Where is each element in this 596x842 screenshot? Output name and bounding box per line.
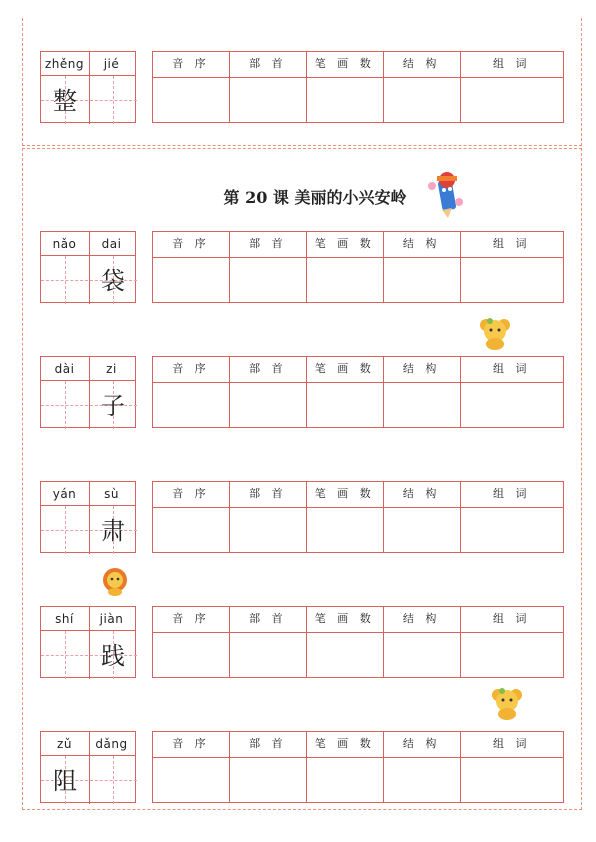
info-column: [461, 607, 563, 677]
pinyin-row: [41, 232, 135, 256]
info-column: [153, 732, 230, 802]
info-column: [384, 482, 461, 552]
info-column: [153, 52, 230, 122]
answer-cell[interactable]: [230, 758, 306, 802]
hanzi-char: [41, 259, 89, 303]
answer-cell[interactable]: [384, 78, 460, 122]
char-writing-box: [40, 606, 136, 678]
info-header: 组 词: [461, 357, 563, 383]
answer-cell[interactable]: [384, 508, 460, 552]
pinyin-syllable: dài: [54, 362, 75, 376]
info-header: 部 首: [230, 732, 306, 758]
answer-cell[interactable]: [230, 633, 306, 677]
answer-cell[interactable]: [230, 383, 306, 427]
hanzi-char: 肃: [101, 517, 125, 545]
pencil-mascot-icon: [426, 172, 466, 220]
hanzi-char: [41, 634, 89, 678]
char-info-table: [152, 356, 564, 428]
pinyin-syllable: zhěng: [44, 57, 84, 71]
char-info-table: [152, 606, 564, 678]
pinyin-syllable: nǎo: [52, 237, 77, 251]
char-info-table: [152, 51, 564, 123]
answer-cell[interactable]: [461, 633, 563, 677]
info-column: [461, 482, 563, 552]
info-column: [384, 52, 461, 122]
info-header: 结 构: [384, 232, 460, 258]
info-header: 组 词: [461, 232, 563, 258]
answer-cell[interactable]: [384, 633, 460, 677]
answer-cell[interactable]: [307, 383, 383, 427]
info-column: [461, 232, 563, 302]
hanzi-char: [41, 384, 89, 428]
hanzi-char: [89, 79, 137, 123]
info-header: 结 构: [384, 732, 460, 758]
answer-cell[interactable]: [461, 78, 563, 122]
info-column: [461, 732, 563, 802]
pinyin-syllable: shí: [55, 612, 74, 626]
answer-cell[interactable]: [307, 78, 383, 122]
info-column: [384, 607, 461, 677]
answer-cell[interactable]: [307, 633, 383, 677]
char-info-table: [152, 481, 564, 553]
info-header: 结 构: [384, 607, 460, 633]
answer-cell[interactable]: [384, 758, 460, 802]
info-header: 部 首: [230, 482, 306, 508]
char-writing-box: [40, 51, 136, 123]
answer-cell[interactable]: [461, 258, 563, 302]
info-header: 音 序: [153, 732, 229, 758]
info-column: [307, 52, 384, 122]
info-header: 结 构: [384, 52, 460, 78]
answer-cell[interactable]: [461, 383, 563, 427]
info-column: [307, 357, 384, 427]
char-info-table: [152, 231, 564, 303]
info-column: [307, 732, 384, 802]
pinyin-syllable: jié: [103, 57, 120, 71]
info-header: 结 构: [384, 357, 460, 383]
answer-cell[interactable]: [461, 758, 563, 802]
info-column: [461, 52, 563, 122]
answer-cell[interactable]: [307, 508, 383, 552]
answer-cell[interactable]: [153, 383, 229, 427]
info-column: [384, 732, 461, 802]
info-header: 部 首: [230, 357, 306, 383]
info-column: [384, 357, 461, 427]
info-header: 组 词: [461, 482, 563, 508]
info-column: [230, 52, 307, 122]
pinyin-row: [41, 482, 135, 506]
hanzi-char: 践: [101, 642, 125, 670]
pinyin-row: [41, 357, 135, 381]
pinyin-row: [41, 607, 135, 631]
hanzi-char: [41, 509, 89, 553]
info-header: 部 首: [230, 232, 306, 258]
hanzi-char: 整: [53, 87, 77, 115]
answer-cell[interactable]: [461, 508, 563, 552]
answer-cell[interactable]: [153, 633, 229, 677]
info-header: 结 构: [384, 482, 460, 508]
info-column: [230, 732, 307, 802]
answer-cell[interactable]: [307, 258, 383, 302]
info-column: [230, 482, 307, 552]
pinyin-syllable: zǔ: [57, 737, 72, 751]
info-column: [153, 357, 230, 427]
info-header: 笔 画 数: [307, 357, 383, 383]
answer-cell[interactable]: [384, 258, 460, 302]
info-header: 音 序: [153, 607, 229, 633]
info-column: [230, 357, 307, 427]
info-header: 组 词: [461, 607, 563, 633]
info-header: 音 序: [153, 357, 229, 383]
pinyin-syllable: dai: [101, 237, 122, 251]
info-column: [307, 232, 384, 302]
pinyin-syllable: dǎng: [95, 737, 128, 751]
answer-cell[interactable]: [307, 758, 383, 802]
info-column: [307, 482, 384, 552]
answer-cell[interactable]: [230, 258, 306, 302]
hanzi-char: [89, 759, 137, 803]
lesson-title: 第 20 课 美丽的小兴安岭: [223, 188, 407, 207]
answer-cell[interactable]: [153, 758, 229, 802]
pinyin-row: [41, 732, 135, 756]
answer-cell[interactable]: [153, 258, 229, 302]
info-column: [384, 232, 461, 302]
info-column: [153, 482, 230, 552]
info-header: 笔 画 数: [307, 232, 383, 258]
info-column: [153, 607, 230, 677]
answer-cell[interactable]: [230, 78, 306, 122]
info-column: [153, 232, 230, 302]
bear-sticker-icon: [490, 686, 524, 720]
char-writing-box: [40, 231, 136, 303]
info-column: [230, 607, 307, 677]
answer-cell[interactable]: [153, 78, 229, 122]
char-writing-box: [40, 356, 136, 428]
char-writing-box: [40, 481, 136, 553]
pinyin-syllable: jiàn: [99, 612, 124, 626]
info-header: 音 序: [153, 482, 229, 508]
hanzi-char: 袋: [101, 267, 125, 295]
info-column: [307, 607, 384, 677]
info-header: 笔 画 数: [307, 52, 383, 78]
answer-cell[interactable]: [230, 508, 306, 552]
hanzi-char: 阻: [53, 767, 77, 795]
pinyin-syllable: sù: [104, 487, 119, 501]
info-header: 组 词: [461, 732, 563, 758]
answer-cell[interactable]: [384, 383, 460, 427]
info-header: 部 首: [230, 607, 306, 633]
info-header: 音 序: [153, 52, 229, 78]
info-header: 组 词: [461, 52, 563, 78]
hanzi-char: 子: [101, 392, 125, 420]
pinyin-row: [41, 52, 135, 76]
lion-sticker-icon: [100, 566, 130, 596]
pinyin-syllable: yán: [52, 487, 77, 501]
answer-cell[interactable]: [153, 508, 229, 552]
pinyin-syllable: zi: [106, 362, 117, 376]
info-column: [230, 232, 307, 302]
info-header: 部 首: [230, 52, 306, 78]
info-header: 笔 画 数: [307, 607, 383, 633]
char-info-table: [152, 731, 564, 803]
info-header: 音 序: [153, 232, 229, 258]
bear-sticker-icon: [478, 316, 512, 350]
info-column: [461, 357, 563, 427]
info-header: 笔 画 数: [307, 732, 383, 758]
char-writing-box: [40, 731, 136, 803]
info-header: 笔 画 数: [307, 482, 383, 508]
